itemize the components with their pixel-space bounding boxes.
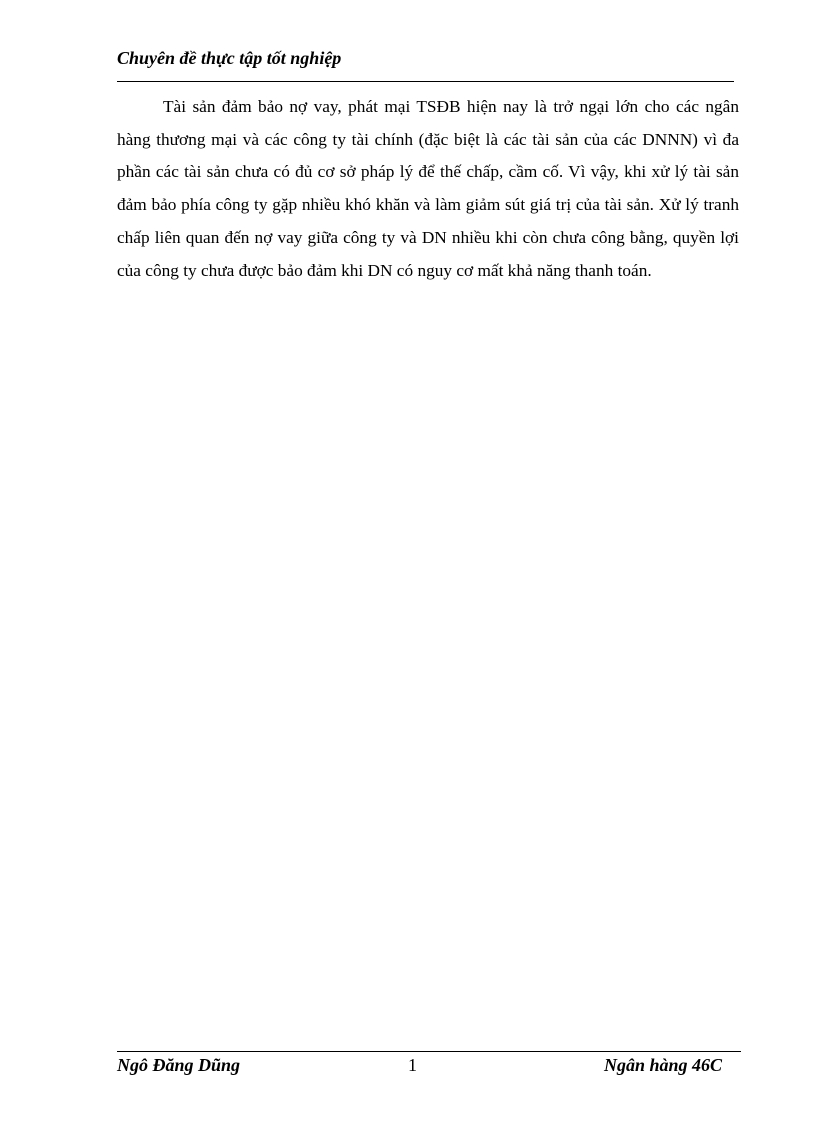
body-paragraph: Tài sản đảm bảo nợ vay, phát mại TSĐB hiện nay là trở ngại lớn cho các ngân hàng thương mại và các công ty tài chính (đặc biệt là các tài sản của các DNNN) vì đa phần các tài sản chưa có đủ cơ sở pháp lý để thế chấp, cầm cố. Vì vậy, khi xử lý tài sản đảm bảo phía công ty gặp nhiều khó khăn và làm giảm sút giá trị của tài sản. Xử lý tranh chấp liên quan đến nợ vay giữa công ty và DN nhiều khi còn chưa công bằng, quyền lợi của công ty chưa được bảo đảm khi DN có nguy cơ mất khả năng thanh toán. (117, 97, 739, 280)
page-number: 1 (408, 1055, 417, 1075)
header-title: Chuyên đề thực tập tốt nghiệp (117, 48, 342, 68)
footer-author: Ngô Đăng Dũng (117, 1055, 241, 1075)
header-divider (117, 81, 734, 82)
footer-divider (117, 1051, 741, 1052)
footer-class-name: Ngân hàng 46C (603, 1055, 722, 1075)
